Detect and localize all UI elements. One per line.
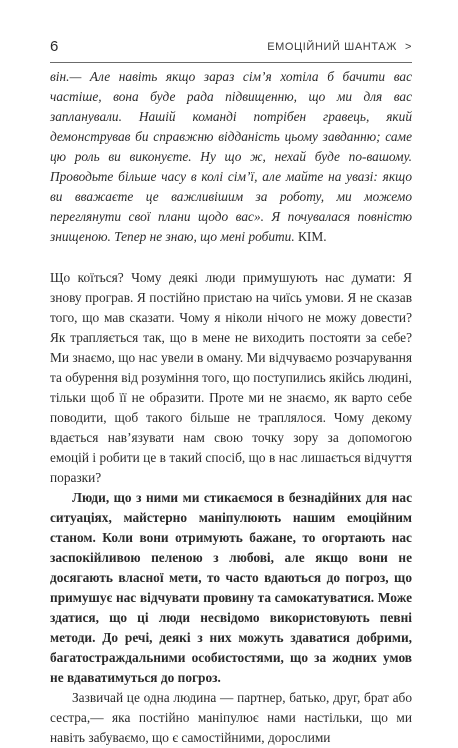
page-header [50,36,412,63]
page-body [50,67,412,748]
paragraph-manipulator: Зазвичай це одна людина — партнер, батько, друг, брат або сестра,— яка постійно маніпулює нами настільки, що ми навіть забуваємо, що є самостійними, дорослими [50,690,412,745]
chevron-right-icon: > [404,41,412,53]
paragraph-questions: Що коїться? Чому деякі люди примушують нас думати: Я знову програв. Я постійно пристаю на чиїсь умови. Я не сказав того, що мав сказати. Чому я ніколи нічого не можу довести? Як трапляється так, що в мене не виходить постояти за себе? Ми знаємо, що нас увели в оману. Ми відчуваємо розчарування та обурення від розуміння того, що поступились якійсь людині, тільки щоб її не образити. Проте ми не знаємо, як варто себе поводити, щоб такого більше не траплялося. Чому декому вдається нав’язувати нам свою точку зору за допомогою емоцій і робити це в такий спосіб, що в нас лишається відчуття поразки? [50,270,412,485]
running-title-text: ЕМОЦІЙНИЙ ШАНТАЖ [267,41,397,53]
quote-paragraph [50,67,412,247]
section-gap [50,247,412,268]
running-title [267,41,412,53]
page-number: 6 [50,38,59,55]
quote-signoff: КІМ. [294,229,327,244]
quote-text: він.— Але навіть якщо зараз сім’я хотіла б бачити вас частіше, вона буде рада підвищенню, що ми для вас запланували. Нашій команді потрібен гравець, який демонстрував би справжню відданість цьому завданню; саме цю роль ви виконуєте. Ну що ж, нехай буде по-вашому. Проводьте більше часу в колі сім’ї, але майте на увазі: якщо ви вважаєте це важливішим за роботу, ми можемо переглянути свої плани щодо вас». Я почувалася повністю знищеною. Тепер не знаю, що мені робити. [50,69,412,244]
paragraph-bold-summary: Люди, що з ними ми стикаємося в безнадійних для нас ситуаціях, майстерно маніпулюють нашим емоційним станом. Коли вони отримують бажане, то огортають нас заспокійливою пеленою з любові, але якщо вони не досягають власної мети, то часто вдаються до погроз, що примушує нас відчувати провину та самокатуватися. Може здатися, що ці люди несвідомо використовують певні методи. До речі, деякі з них можуть здаватися добрими, багатостраждальними особистостями, що за жодних умов не вдаватимуться до погроз. [50,490,412,685]
